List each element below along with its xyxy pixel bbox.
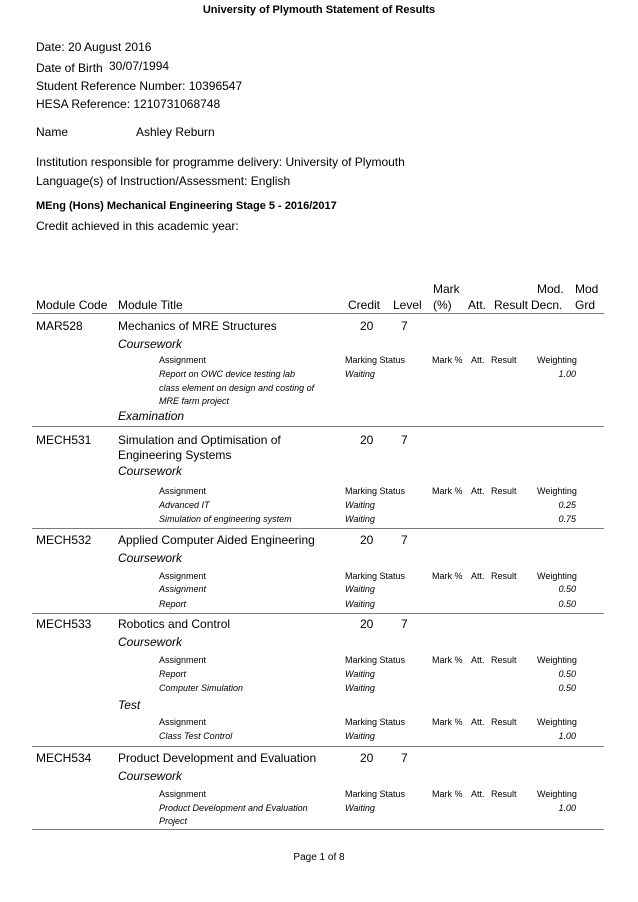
assignment-name: Report on OWC device testing lab [159,369,296,379]
subhead-result: Result [491,571,517,581]
subhead-weighting: Weighting [537,789,577,799]
marking-status: Waiting [345,683,375,693]
marking-status: Waiting [345,369,375,379]
assignment-name: Report [159,669,187,679]
institution: Institution responsible for programme delivery: University of Plymouth [36,155,405,169]
subhead-marking-status: Marking Status [345,655,406,665]
subhead-att: Att. [471,355,485,365]
subhead-marking-status: Marking Status [345,571,406,581]
module-credit: 20 [360,751,374,765]
subhead-mark: Mark % [432,655,463,665]
module-title: Robotics and Control [118,617,231,631]
module-title-cont: Engineering Systems [118,448,232,462]
subhead-att: Att. [471,717,485,727]
subhead-result: Result [491,655,517,665]
col-grd-top: Mod [575,282,599,296]
module-divider [32,829,604,830]
marking-status: Waiting [345,669,375,679]
credit-note: Credit achieved in this academic year: [36,219,239,233]
subhead-result: Result [491,717,517,727]
module-title: Mechanics of MRE Structures [118,319,277,333]
subhead-mark: Mark % [432,789,463,799]
assignment-name: Advanced IT [159,500,210,510]
col-module-code: Module Code [36,298,108,312]
assignment-name: Assignment [159,584,207,594]
language: Language(s) of Instruction/Assessment: English [36,174,291,188]
subhead-marking-status: Marking Status [345,717,406,727]
subhead-mark: Mark % [432,717,463,727]
weighting: 0.25 [558,500,576,510]
subhead-weighting: Weighting [537,355,577,365]
weighting: 0.50 [558,599,576,609]
group-heading: Coursework [118,635,183,649]
subhead-marking-status: Marking Status [345,486,406,496]
group-heading: Coursework [118,551,183,565]
name-label: Name [36,125,69,139]
assignment-name-cont: Project [159,816,188,826]
module-level: 7 [401,433,408,447]
subhead-assignment: Assignment [159,571,207,581]
module-credit: 20 [360,433,374,447]
module-credit: 20 [360,319,374,333]
weighting: 0.50 [558,669,576,679]
subhead-mark: Mark % [432,486,463,496]
module-credit: 20 [360,533,374,547]
group-heading: Test [118,698,141,712]
statement-date: Date: 20 August 2016 [36,40,152,54]
assignment-name-cont: MRE farm project [159,396,230,406]
weighting: 1.00 [558,369,576,379]
module-divider [32,613,604,614]
subhead-marking-status: Marking Status [345,789,406,799]
subhead-marking-status: Marking Status [345,355,406,365]
module-divider [32,426,604,427]
marking-status: Waiting [345,584,375,594]
student-reference: Student Reference Number: 10396547 [36,79,243,93]
col-mark-top: Mark [433,282,460,296]
module-divider [32,746,604,747]
col-level: Level [393,298,422,312]
dob-value: 30/07/1994 [109,59,170,73]
group-heading: Examination [118,409,185,423]
col-att: Att. [468,298,487,312]
module-credit: 20 [360,617,374,631]
subhead-result: Result [491,486,517,496]
module-level: 7 [401,617,408,631]
col-credit: Credit [348,298,381,312]
weighting: 0.50 [558,683,576,693]
subhead-mark: Mark % [432,571,463,581]
dob-label: Date of Birth [36,61,103,75]
col-result: Result [494,298,529,312]
programme-title: MEng (Hons) Mechanical Engineering Stage 5 - 2016/2017 [36,200,337,212]
module-code: MECH532 [36,533,92,547]
col-module-title: Module Title [118,298,183,312]
module-title: Product Development and Evaluation [118,751,317,765]
subhead-weighting: Weighting [537,655,577,665]
col-mark-bottom: (%) [433,298,452,312]
module-level: 7 [401,751,408,765]
col-grd-bottom: Grd [575,298,596,312]
assignment-name: Report [159,599,187,609]
header-divider [32,313,604,314]
module-code: MECH533 [36,617,92,631]
subhead-att: Att. [471,486,485,496]
marking-status: Waiting [345,599,375,609]
group-heading: Coursework [118,337,183,351]
document-title: University of Plymouth Statement of Results [202,4,436,16]
assignment-name: Class Test Control [159,731,233,741]
module-divider [32,528,604,529]
module-code: MAR528 [36,319,83,333]
assignment-name: Product Development and Evaluation [159,803,308,813]
module-title: Simulation and Optimisation of [118,433,281,447]
subhead-weighting: Weighting [537,717,577,727]
subhead-att: Att. [471,571,485,581]
weighting: 0.75 [558,514,576,524]
marking-status: Waiting [345,803,375,813]
module-code: MECH534 [36,751,92,765]
assignment-name: Computer Simulation [159,683,244,693]
group-heading: Coursework [118,464,183,478]
weighting: 1.00 [558,803,576,813]
module-level: 7 [401,533,408,547]
module-level: 7 [401,319,408,333]
subhead-assignment: Assignment [159,355,207,365]
marking-status: Waiting [345,500,375,510]
subhead-assignment: Assignment [159,486,207,496]
assignment-name: Simulation of engineering system [159,514,292,524]
col-decn-bottom: Decn. [531,298,563,312]
col-decn-top: Mod. [537,282,564,296]
weighting: 1.00 [558,731,576,741]
module-code: MECH531 [36,433,92,447]
subhead-result: Result [491,789,517,799]
group-heading: Coursework [118,769,183,783]
subhead-att: Att. [471,655,485,665]
weighting: 0.50 [558,584,576,594]
hesa-reference: HESA Reference: 1210731068748 [36,97,221,111]
marking-status: Waiting [345,731,375,741]
subhead-result: Result [491,355,517,365]
page-number: Page 1 of 8 [293,852,345,863]
assignment-name-cont: class element on design and costing of [159,383,315,393]
subhead-weighting: Weighting [537,571,577,581]
subhead-weighting: Weighting [537,486,577,496]
marking-status: Waiting [345,514,375,524]
subhead-mark: Mark % [432,355,463,365]
subhead-att: Att. [471,789,485,799]
subhead-assignment: Assignment [159,717,207,727]
subhead-assignment: Assignment [159,789,207,799]
name-value: Ashley Reburn [136,125,215,139]
module-title: Applied Computer Aided Engineering [118,533,315,547]
subhead-assignment: Assignment [159,655,207,665]
